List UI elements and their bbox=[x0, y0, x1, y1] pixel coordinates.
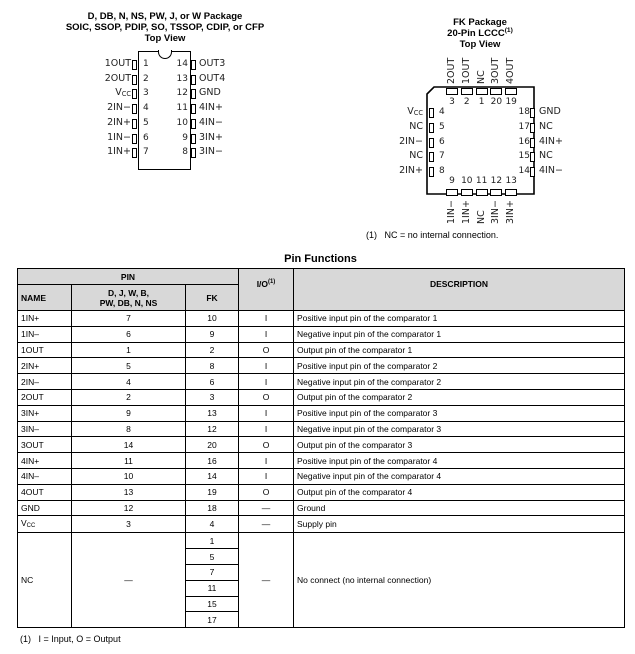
fk-pin-number: 15 bbox=[518, 151, 530, 162]
description-cell: Positive input pin of the comparator 2 bbox=[294, 358, 625, 374]
pin-name-cell bbox=[18, 342, 72, 358]
dip-pin-label bbox=[199, 72, 225, 87]
fk-bottom-pin-label: 3IN− bbox=[490, 200, 502, 224]
dip-pin-cell: 11 bbox=[72, 453, 186, 469]
io-cell: I bbox=[239, 405, 294, 421]
fk-right-pin-label bbox=[539, 120, 553, 135]
fk-pin-pad bbox=[490, 189, 502, 196]
fk-bottom-pin-label: 3IN+ bbox=[505, 200, 517, 224]
pin-functions-body bbox=[18, 311, 625, 628]
dip-pin-number: 5 bbox=[143, 117, 149, 128]
io-cell: I bbox=[239, 358, 294, 374]
fk-pin-cell: 2 bbox=[186, 342, 239, 358]
pin-name: 1IN– bbox=[21, 329, 39, 340]
dip-pin-cell: 2 bbox=[72, 389, 186, 405]
fk-pin-pad bbox=[461, 88, 473, 95]
header-dip bbox=[72, 285, 186, 311]
dip-pin-label bbox=[105, 57, 131, 72]
dip-pin-pad bbox=[132, 134, 137, 144]
description-cell: Supply pin bbox=[294, 516, 625, 533]
fk-left-pin-label bbox=[399, 135, 423, 150]
fk-footnote-text: NC = no internal connection. bbox=[384, 230, 499, 240]
pin-name-cell bbox=[18, 484, 72, 500]
fk-left-pin-label-text: 2IN+ bbox=[399, 165, 423, 177]
fk-top-pin-label: 4OUT bbox=[505, 57, 517, 84]
dip-pin-pad bbox=[191, 75, 196, 85]
fk-pin-number: 3 bbox=[449, 97, 455, 107]
fk-pin-cell: 3 bbox=[186, 389, 239, 405]
dip-pin-label-text: 2IN− bbox=[107, 102, 131, 114]
fk-pin-number: 9 bbox=[449, 176, 455, 186]
dip-title-line3: Top View bbox=[144, 33, 186, 44]
dip-pin-pad bbox=[132, 60, 137, 70]
fk-title-footnote-ref: (1) bbox=[504, 26, 513, 34]
dip-pin-label bbox=[199, 86, 221, 101]
pin-functions-title: Pin Functions bbox=[284, 253, 357, 265]
description-cell: Positive input pin of the comparator 3 bbox=[294, 405, 625, 421]
fk-pin-cell: 7 bbox=[186, 564, 239, 580]
fk-footnote-marker: (1) bbox=[366, 230, 377, 240]
fk-right-pin-label bbox=[539, 149, 553, 164]
fk-pin-cell: 19 bbox=[186, 484, 239, 500]
pin-name: 2OUT bbox=[21, 392, 44, 403]
dip-pin-label bbox=[199, 131, 223, 146]
dip-pin-cell: 7 bbox=[72, 311, 186, 327]
pin-name-cell: NC bbox=[18, 533, 72, 628]
table-footnote bbox=[20, 634, 121, 644]
fk-pin-number: 14 bbox=[518, 166, 530, 177]
dip-pin-pad bbox=[191, 119, 196, 129]
pin-name: 2IN+ bbox=[21, 360, 40, 371]
dip-pin-cell: 10 bbox=[72, 468, 186, 484]
fk-left-pin-label-subscript: CC bbox=[413, 109, 423, 117]
fk-pin-cell: 18 bbox=[186, 500, 239, 516]
fk-left-pin-label-text: NC bbox=[409, 150, 423, 162]
fk-pin-number: 16 bbox=[518, 136, 530, 147]
table-row bbox=[18, 311, 625, 327]
table-row bbox=[18, 516, 625, 533]
pin-name-cell bbox=[18, 389, 72, 405]
pin-name-cell bbox=[18, 500, 72, 516]
fk-pin-number: 7 bbox=[439, 151, 445, 162]
dip-pin-label-text: 4IN+ bbox=[199, 102, 223, 114]
dip-pin-label bbox=[199, 145, 223, 160]
dip-pin-number: 12 bbox=[176, 88, 188, 99]
fk-pin-pad bbox=[505, 88, 517, 95]
header-io bbox=[239, 269, 294, 311]
fk-pin-cell: 16 bbox=[186, 453, 239, 469]
pin-name-cell bbox=[18, 437, 72, 453]
fk-pin-number: 18 bbox=[518, 107, 530, 117]
io-cell: O bbox=[239, 389, 294, 405]
dip-title-line1: D, DB, N, NS, PW, J, or W Package bbox=[87, 11, 243, 22]
description-cell: Negative input pin of the comparator 1 bbox=[294, 326, 625, 342]
dip-pin-pad bbox=[191, 134, 196, 144]
dip-pin-cell: 4 bbox=[72, 374, 186, 390]
fk-pin-cell: 12 bbox=[186, 421, 239, 437]
table-row bbox=[18, 342, 625, 358]
dip-pin-number: 1 bbox=[143, 59, 149, 69]
dip-pin-pad bbox=[191, 148, 196, 158]
dip-pin-label-text: 3IN+ bbox=[199, 131, 223, 143]
fk-pin-pad bbox=[429, 108, 434, 118]
fk-pin-number: 13 bbox=[505, 176, 517, 186]
io-cell: O bbox=[239, 437, 294, 453]
dip-pin-label bbox=[199, 116, 223, 131]
fk-pin-number: 8 bbox=[439, 166, 445, 177]
fk-pin-pad bbox=[490, 88, 502, 95]
header-io-text: I/O bbox=[256, 278, 269, 289]
dip-pin-pad bbox=[191, 60, 196, 70]
fk-pin-pad bbox=[429, 123, 434, 133]
dip-pin-number: 11 bbox=[176, 103, 188, 114]
io-cell: — bbox=[239, 500, 294, 516]
dip-pin-cell: 14 bbox=[72, 437, 186, 453]
dip-pin-number: 8 bbox=[182, 147, 188, 158]
fk-top-pin-label: NC bbox=[475, 70, 487, 84]
pin-name: 4OUT bbox=[21, 487, 44, 498]
description-cell: Output pin of the comparator 3 bbox=[294, 437, 625, 453]
dip-pin-pad bbox=[132, 89, 137, 99]
dip-pin-label-text: 1IN− bbox=[107, 131, 131, 143]
header-fk: FK bbox=[186, 285, 239, 311]
io-cell: O bbox=[239, 484, 294, 500]
fk-top-pin-label: 2OUT bbox=[446, 57, 457, 84]
dip-pin-cell: — bbox=[72, 533, 186, 628]
dip-pin-number: 9 bbox=[182, 132, 188, 143]
fk-pin-number: 2 bbox=[463, 97, 470, 107]
dip-pin-cell: 12 bbox=[72, 500, 186, 516]
dip-pin-label-text: GND bbox=[199, 87, 221, 99]
dip-pin-pad bbox=[132, 104, 137, 114]
dip-package-title bbox=[40, 11, 290, 44]
header-name: NAME bbox=[18, 285, 72, 311]
table-footnote-marker: (1) bbox=[20, 634, 31, 644]
fk-pin-cell: 13 bbox=[186, 405, 239, 421]
io-cell: I bbox=[239, 326, 294, 342]
dip-pin-cell: 6 bbox=[72, 326, 186, 342]
fk-title-line2-text: 20-Pin LCCC bbox=[447, 28, 505, 39]
pin-name: 3IN– bbox=[21, 423, 39, 434]
fk-pin-cell: 4 bbox=[186, 516, 239, 533]
pin-name: 2IN– bbox=[21, 376, 39, 387]
fk-pin-number: 5 bbox=[439, 121, 445, 132]
table-row bbox=[18, 358, 625, 374]
fk-pin-pad bbox=[476, 189, 488, 196]
fk-left-pin-label-text: 2IN− bbox=[399, 135, 423, 147]
table-row bbox=[18, 389, 625, 405]
fk-pin-pad bbox=[530, 167, 535, 177]
fk-pin-pad bbox=[530, 108, 535, 118]
description-cell: Output pin of the comparator 2 bbox=[294, 389, 625, 405]
dip-pin-pad bbox=[191, 104, 196, 114]
dip-pin-label bbox=[199, 57, 225, 72]
fk-left-pin-label-text: NC bbox=[409, 120, 423, 132]
dip-pin-label bbox=[199, 101, 223, 116]
dip-pin-label-text: V bbox=[115, 87, 122, 99]
dip-pin-label bbox=[107, 145, 131, 160]
dip-title-line2: SOIC, SSOP, PDIP, SO, TSSOP, CDIP, or CFP bbox=[65, 22, 265, 33]
fk-pin-pad bbox=[505, 189, 517, 196]
dip-pin-number: 13 bbox=[176, 73, 188, 84]
dip-pin-label bbox=[105, 72, 131, 87]
dip-pin-label-text: 1IN+ bbox=[107, 146, 131, 158]
description-cell: Output pin of the comparator 4 bbox=[294, 484, 625, 500]
fk-pin-number: 10 bbox=[461, 176, 473, 186]
fk-pin-pad bbox=[429, 167, 434, 177]
dip-pin-pad bbox=[132, 148, 137, 158]
header-dip-line2: PW, DB, N, NS bbox=[99, 297, 158, 308]
fk-pin-number: 1 bbox=[478, 97, 485, 107]
fk-right-pin-label-text: 4IN− bbox=[539, 165, 563, 177]
dip-pin-label-text: OUT3 bbox=[199, 58, 226, 69]
table-row bbox=[18, 421, 625, 437]
dip-pin-cell: 9 bbox=[72, 405, 186, 421]
fk-pin-cell: 5 bbox=[186, 549, 239, 565]
dip-pin-label bbox=[115, 86, 131, 101]
dip-pin-label-text: OUT4 bbox=[199, 72, 226, 84]
pin-name: GND bbox=[21, 502, 40, 513]
io-cell: I bbox=[239, 421, 294, 437]
description-cell: Positive input pin of the comparator 4 bbox=[294, 453, 625, 469]
pin-name: 4IN– bbox=[21, 471, 39, 482]
pin-name-cell bbox=[18, 326, 72, 342]
description-cell: Negative input pin of the comparator 3 bbox=[294, 421, 625, 437]
table-row bbox=[18, 468, 625, 484]
fk-pin-pad bbox=[446, 189, 458, 196]
dip-pin-label bbox=[107, 131, 131, 146]
fk-pin-cell: 17 bbox=[186, 612, 239, 628]
fk-pin-cell: 14 bbox=[186, 468, 239, 484]
fk-pin-number: 20 bbox=[490, 97, 503, 107]
fk-pin-number: 4 bbox=[439, 107, 445, 117]
io-cell: I bbox=[239, 453, 294, 469]
description-cell: Ground bbox=[294, 500, 625, 516]
fk-pin-pad bbox=[429, 138, 434, 148]
fk-pin-number: 6 bbox=[439, 136, 445, 147]
dip-pin-number: 6 bbox=[143, 132, 149, 143]
fk-pin-pad bbox=[476, 88, 488, 95]
table-row bbox=[18, 500, 625, 516]
fk-pin-pad bbox=[446, 88, 458, 95]
fk-left-pin-label bbox=[399, 164, 423, 179]
pin-name-cell bbox=[18, 405, 72, 421]
fk-pin-pad bbox=[530, 138, 535, 148]
fk-package-title bbox=[430, 17, 530, 50]
table-row bbox=[18, 484, 625, 500]
header-io-footnote-ref: (1) bbox=[268, 278, 276, 285]
io-cell: — bbox=[239, 533, 294, 628]
fk-right-pin-label-text: 4IN+ bbox=[539, 135, 563, 147]
io-cell: I bbox=[239, 374, 294, 390]
table-header-row-1 bbox=[18, 269, 625, 285]
fk-pin-cell: 1 bbox=[186, 533, 239, 549]
pin-name: 4IN+ bbox=[21, 455, 40, 466]
fk-pin-pad bbox=[429, 152, 434, 162]
dip-pin-cell: 3 bbox=[72, 516, 186, 533]
dip-pin-label-text: 2OUT bbox=[104, 72, 131, 84]
fk-pin-number: 17 bbox=[518, 121, 530, 132]
fk-pin-pad bbox=[530, 123, 535, 133]
description-cell: Output pin of the comparator 1 bbox=[294, 342, 625, 358]
dip-pin-pad bbox=[132, 75, 137, 85]
fk-pin-cell: 20 bbox=[186, 437, 239, 453]
dip-pin-number: 7 bbox=[143, 147, 149, 158]
fk-title-line1: FK Package bbox=[453, 17, 507, 28]
fk-bottom-pin-label: NC bbox=[475, 210, 487, 224]
pin-name-cell bbox=[18, 374, 72, 390]
table-footnote-text: I = Input, O = Output bbox=[38, 634, 121, 644]
table-row bbox=[18, 326, 625, 342]
dip-pin-number: 4 bbox=[143, 103, 149, 114]
fk-pin-number: 12 bbox=[490, 176, 503, 186]
dip-pin-label-subscript: CC bbox=[121, 90, 131, 99]
fk-top-pin-label: 1OUT bbox=[460, 57, 472, 84]
fk-top-pin-label: 3OUT bbox=[490, 57, 502, 84]
io-cell: — bbox=[239, 516, 294, 533]
dip-pin-pad bbox=[132, 119, 137, 129]
fk-bottom-pin-label: 1IN+ bbox=[460, 200, 472, 224]
dip-pin-label-text: 4IN− bbox=[199, 116, 223, 128]
pin-name: 1OUT bbox=[21, 344, 44, 355]
fk-left-pin-label bbox=[409, 149, 423, 164]
fk-left-pin-label-text: V bbox=[407, 106, 414, 117]
dip-pin-cell: 8 bbox=[72, 421, 186, 437]
fk-pin-number: 19 bbox=[505, 97, 517, 107]
pin-name-cell bbox=[18, 311, 72, 327]
dip-pin-label-text: 2IN+ bbox=[107, 116, 131, 128]
fk-pin-cell: 10 bbox=[186, 311, 239, 327]
description-cell: Negative input pin of the comparator 2 bbox=[294, 374, 625, 390]
table-row bbox=[18, 453, 625, 469]
pin-name: 3OUT bbox=[21, 439, 44, 450]
fk-right-pin-label bbox=[539, 105, 561, 120]
pin-name-cell bbox=[18, 468, 72, 484]
fk-right-pin-label bbox=[539, 135, 563, 150]
description-cell: No connect (no internal connection) bbox=[294, 533, 625, 628]
table-row-nc bbox=[18, 533, 625, 549]
fk-right-pin-label-text: NC bbox=[539, 150, 553, 162]
fk-right-pin-label-text: NC bbox=[539, 120, 553, 132]
header-description: DESCRIPTION bbox=[294, 269, 625, 311]
pin-name-cell bbox=[18, 453, 72, 469]
header-dip-line1: D, J, W, B, bbox=[107, 287, 150, 298]
pin-name: 3IN+ bbox=[21, 408, 40, 419]
io-cell: I bbox=[239, 311, 294, 327]
pin-name-cell bbox=[18, 358, 72, 374]
pin-name-cell bbox=[18, 421, 72, 437]
pin-functions-table bbox=[17, 268, 625, 628]
fk-title-line2 bbox=[430, 28, 530, 39]
pin-name-cell bbox=[18, 516, 72, 533]
fk-pin-pad bbox=[530, 152, 535, 162]
fk-bottom-pin-label: 1IN− bbox=[446, 200, 457, 224]
table-row bbox=[18, 437, 625, 453]
table-row bbox=[18, 374, 625, 390]
dip-pin-number: 14 bbox=[176, 59, 188, 69]
io-cell: I bbox=[239, 468, 294, 484]
header-pin: PIN bbox=[18, 269, 239, 285]
fk-right-pin-label-text: GND bbox=[539, 106, 561, 117]
fk-pin-cell: 15 bbox=[186, 596, 239, 612]
dip-pin-label bbox=[107, 116, 131, 131]
fk-left-pin-label bbox=[407, 105, 423, 120]
description-cell: Negative input pin of the comparator 4 bbox=[294, 468, 625, 484]
dip-pin-label-text: 3IN− bbox=[199, 146, 223, 158]
description-cell: Positive input pin of the comparator 1 bbox=[294, 311, 625, 327]
fk-right-pin-label bbox=[539, 164, 563, 179]
dip-pin-number: 2 bbox=[143, 73, 149, 84]
fk-pin-number: 11 bbox=[475, 176, 488, 186]
dip-pin-cell: 1 bbox=[72, 342, 186, 358]
pin-name-subscript: CC bbox=[26, 523, 36, 530]
dip-pin-label-text: 1OUT bbox=[104, 58, 131, 69]
dip-pin-number: 3 bbox=[143, 88, 149, 99]
fk-left-pin-label bbox=[409, 120, 423, 135]
dip-pin-number: 10 bbox=[176, 117, 188, 128]
io-cell: O bbox=[239, 342, 294, 358]
dip-pin-pad bbox=[191, 89, 196, 99]
fk-title-line3: Top View bbox=[459, 39, 501, 50]
fk-pin-cell: 8 bbox=[186, 358, 239, 374]
fk-pin-cell: 6 bbox=[186, 374, 239, 390]
dip-pin-cell: 13 bbox=[72, 484, 186, 500]
fk-pin-pad bbox=[461, 189, 473, 196]
fk-pin-cell: 11 bbox=[186, 580, 239, 596]
fk-footnote bbox=[366, 230, 498, 240]
fk-pin-cell: 9 bbox=[186, 326, 239, 342]
dip-pin-cell: 5 bbox=[72, 358, 186, 374]
dip-pin-label bbox=[107, 101, 131, 116]
pin-name: V bbox=[21, 518, 27, 529]
table-row bbox=[18, 405, 625, 421]
pin-name: 1IN+ bbox=[21, 313, 40, 324]
